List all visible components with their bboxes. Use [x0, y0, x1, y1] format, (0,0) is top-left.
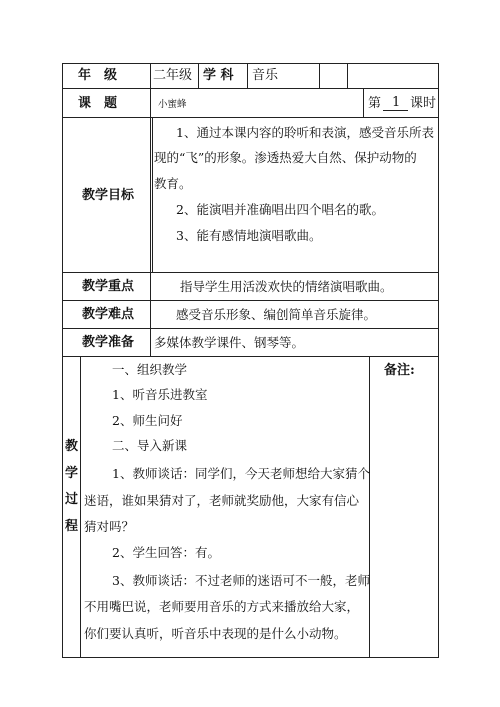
rule-bottom	[62, 657, 439, 658]
subject-value: 音乐	[252, 68, 279, 83]
goal-line-5: 3、能有感情地演唱歌曲。	[176, 228, 322, 243]
rule-label-col	[150, 63, 151, 357]
difficulty-text: 感受音乐形象、编创简单音乐旋律。	[176, 307, 377, 322]
topic-label: 课 题	[78, 96, 118, 111]
process-line-3: 2、师生问好	[112, 413, 183, 428]
rule-process-label	[80, 356, 81, 658]
grade-label: 年 级	[78, 68, 118, 83]
process-line-6: 迷语，谁如果猜对了，老师就奖励他，大家有信心	[84, 493, 360, 508]
preparation-label: 教学准备	[82, 335, 135, 350]
preparation-text: 多媒体教学课件、钢琴等。	[154, 335, 305, 350]
rule-right	[438, 63, 439, 658]
rule-left	[62, 63, 63, 658]
lesson-number-underline	[383, 110, 408, 111]
goal-line-2: 现的“飞”的形象。渗透热爱大自然、保护动物的	[154, 150, 417, 165]
rule-row4	[62, 300, 439, 301]
process-line-5: 1、教师谈话：同学们，今天老师想给大家猜个	[112, 466, 370, 481]
rule-goals-inner	[152, 117, 153, 273]
rule-notes	[369, 356, 370, 658]
goal-line-3: 教育。	[154, 176, 192, 191]
rule-grade-a	[198, 63, 199, 89]
process-label-char-4: 程	[65, 519, 79, 534]
process-label-char-3: 过	[65, 492, 79, 507]
process-line-4: 二、导入新课	[112, 438, 188, 453]
rule-grade-c	[319, 63, 320, 89]
rule-top	[62, 63, 439, 64]
rule-row2	[62, 117, 439, 118]
lesson-prefix: 第	[368, 96, 382, 111]
goal-line-4: 2、能演唱并准确唱出四个唱名的歌。	[176, 202, 384, 217]
rule-grade-b	[247, 63, 248, 89]
grade-value: 二年级	[153, 68, 193, 83]
rule-row6	[62, 356, 439, 357]
rule-row5	[62, 328, 439, 329]
rule-grade-d	[347, 63, 348, 89]
rule-lesson	[363, 88, 364, 118]
difficulty-label: 教学难点	[82, 307, 135, 322]
process-line-10: 不用嘴巴说，老师要用音乐的方式来播放给大家，	[84, 599, 360, 614]
topic-value: 小蜜蜂	[158, 99, 187, 110]
lesson-number: 1	[392, 95, 401, 110]
process-line-1: 一、组织教学	[112, 362, 188, 377]
process-line-9: 3、教师谈话：不过老师的迷语可不一般，老师	[112, 573, 370, 588]
key-point-text: 指导学生用活泼欢快的情绪演唱歌曲。	[180, 279, 393, 294]
rule-row1	[62, 88, 439, 89]
lesson-suffix: 课时	[410, 96, 437, 111]
subject-label: 学 科	[203, 68, 234, 83]
notes-label: 备注:	[384, 363, 415, 378]
goals-label: 教学目标	[82, 188, 135, 203]
process-line-2: 1、听音乐进教室	[112, 387, 208, 402]
process-line-7: 猜对吗？	[84, 519, 135, 534]
key-point-label: 教学重点	[82, 279, 135, 294]
rule-row3	[62, 272, 439, 273]
goal-line-1: 1、通过本课内容的聆听和表演，感受音乐所表	[176, 125, 434, 140]
process-label-char-2: 学	[65, 466, 79, 481]
process-line-11: 你们要认真听，听音乐中表现的是什么小动物。	[84, 626, 347, 641]
process-label-char-1: 教	[65, 439, 79, 454]
process-line-8: 2、学生回答：有。	[112, 545, 220, 560]
